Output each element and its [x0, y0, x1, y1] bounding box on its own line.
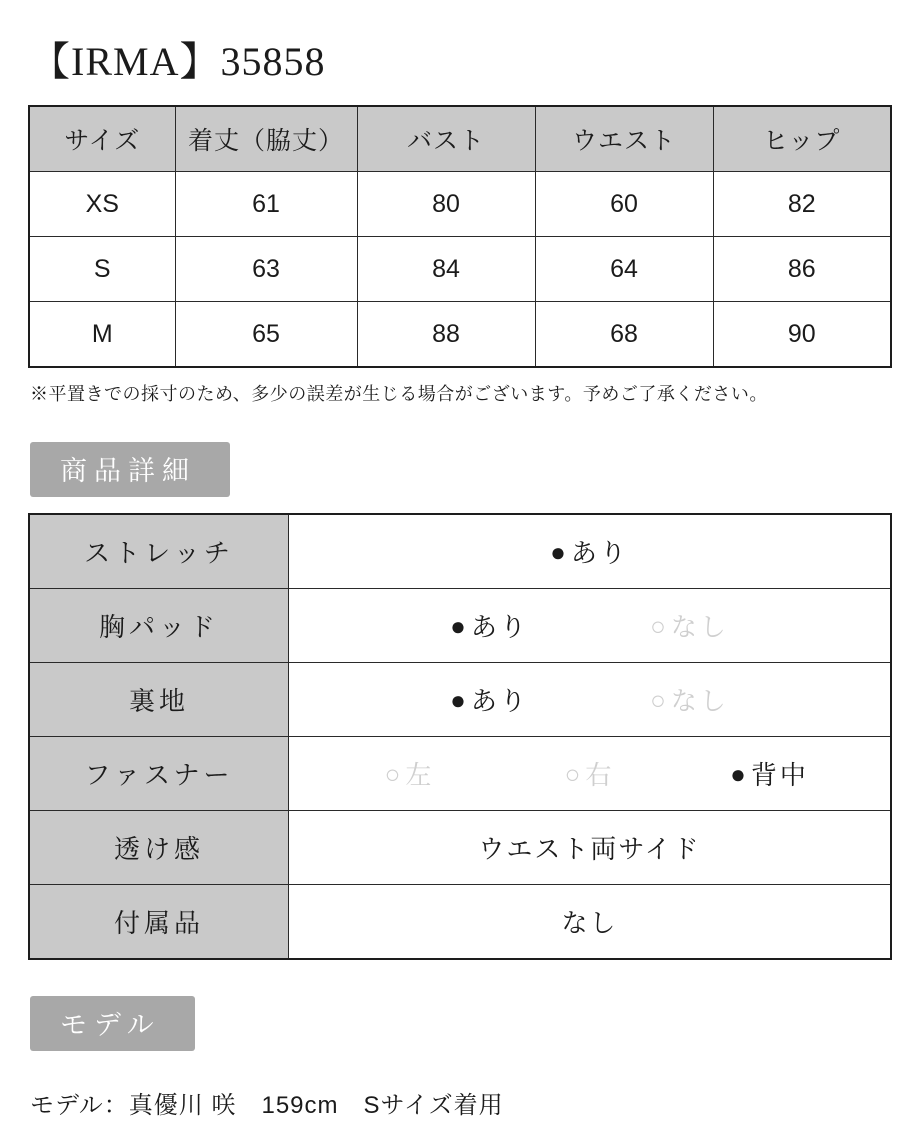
- page-title: 【IRMA】35858: [30, 39, 326, 84]
- size-table-header-row: [29, 106, 891, 172]
- option-label: 左: [405, 760, 435, 790]
- option-label: なし: [670, 612, 729, 642]
- size-table-header-cell: ヒップ: [713, 106, 891, 172]
- size-cell: 88: [357, 302, 535, 368]
- table-row: [29, 663, 891, 737]
- option-pad-yes: [390, 607, 590, 644]
- option-label: あり: [570, 538, 629, 568]
- table-row: [29, 811, 891, 885]
- product-spec-page: [0, 30, 920, 1134]
- size-cell: XS: [29, 172, 175, 237]
- detail-row-label: ファスナー: [29, 737, 289, 811]
- detail-row-value: [289, 737, 892, 811]
- size-cell: 80: [357, 172, 535, 237]
- table-row: [29, 302, 891, 368]
- size-cell: 84: [357, 237, 535, 302]
- size-table: [28, 105, 892, 368]
- option-label: 背中: [750, 760, 809, 790]
- empty-circle-icon: ○: [564, 758, 584, 789]
- option-label: なし: [670, 686, 729, 716]
- size-cell: 61: [175, 172, 357, 237]
- detail-row-label: 透け感: [29, 811, 289, 885]
- size-cell: 90: [713, 302, 891, 368]
- table-row: [29, 885, 891, 960]
- empty-circle-icon: ○: [650, 610, 669, 641]
- section-heading-detail: 商品詳細: [30, 442, 230, 497]
- table-row: [29, 589, 891, 663]
- empty-circle-icon: ○: [384, 758, 404, 789]
- option-zipper-right: [500, 755, 680, 792]
- section-heading-model: モデル: [30, 996, 195, 1051]
- option-zipper-back: [680, 755, 860, 792]
- table-row: [29, 514, 891, 589]
- filled-circle-icon: ●: [450, 684, 469, 715]
- option-label: あり: [470, 612, 529, 642]
- detail-row-label: ストレッチ: [29, 514, 289, 589]
- detail-row-label: 付属品: [29, 885, 289, 960]
- size-cell: S: [29, 237, 175, 302]
- size-cell: 63: [175, 237, 357, 302]
- filled-circle-icon: ●: [450, 610, 469, 641]
- size-cell: 64: [535, 237, 713, 302]
- sheerness-value: ウエスト両サイド: [478, 834, 701, 864]
- option-label: あり: [470, 686, 529, 716]
- detail-row-value: [289, 885, 892, 960]
- table-row: [29, 172, 891, 237]
- size-cell: 68: [535, 302, 713, 368]
- measurement-note: ※平置きでの採寸のため、多少の誤差が生じる場合がございます。予めご了承ください。: [30, 384, 768, 404]
- size-table-header-cell: ウエスト: [535, 106, 713, 172]
- size-cell: 82: [713, 172, 891, 237]
- size-table-header-cell: バスト: [357, 106, 535, 172]
- product-detail-table: [28, 513, 892, 960]
- option-label: 右: [585, 760, 615, 790]
- filled-circle-icon: ●: [550, 536, 569, 567]
- detail-row-value: [289, 589, 892, 663]
- option-pad-no: [590, 607, 790, 644]
- filled-circle-icon: ●: [730, 758, 749, 789]
- table-row: [29, 737, 891, 811]
- option-lining-no: [590, 681, 790, 718]
- detail-row-value: [289, 663, 892, 737]
- detail-row-label: 裏地: [29, 663, 289, 737]
- size-cell: M: [29, 302, 175, 368]
- option-stretch-yes: [550, 533, 629, 570]
- detail-row-value: [289, 811, 892, 885]
- option-zipper-left: [320, 755, 500, 792]
- size-table-header-cell: サイズ: [29, 106, 175, 172]
- size-cell: 86: [713, 237, 891, 302]
- detail-row-value: [289, 514, 892, 589]
- model-info: モデル：真優川 咲 159cm Sサイズ着用: [30, 1092, 504, 1119]
- option-lining-yes: [390, 681, 590, 718]
- detail-row-label: 胸パッド: [29, 589, 289, 663]
- size-cell: 60: [535, 172, 713, 237]
- size-table-header-cell: 着丈（脇丈）: [175, 106, 357, 172]
- empty-circle-icon: ○: [650, 684, 669, 715]
- size-cell: 65: [175, 302, 357, 368]
- table-row: [29, 237, 891, 302]
- accessory-value: なし: [561, 908, 618, 938]
